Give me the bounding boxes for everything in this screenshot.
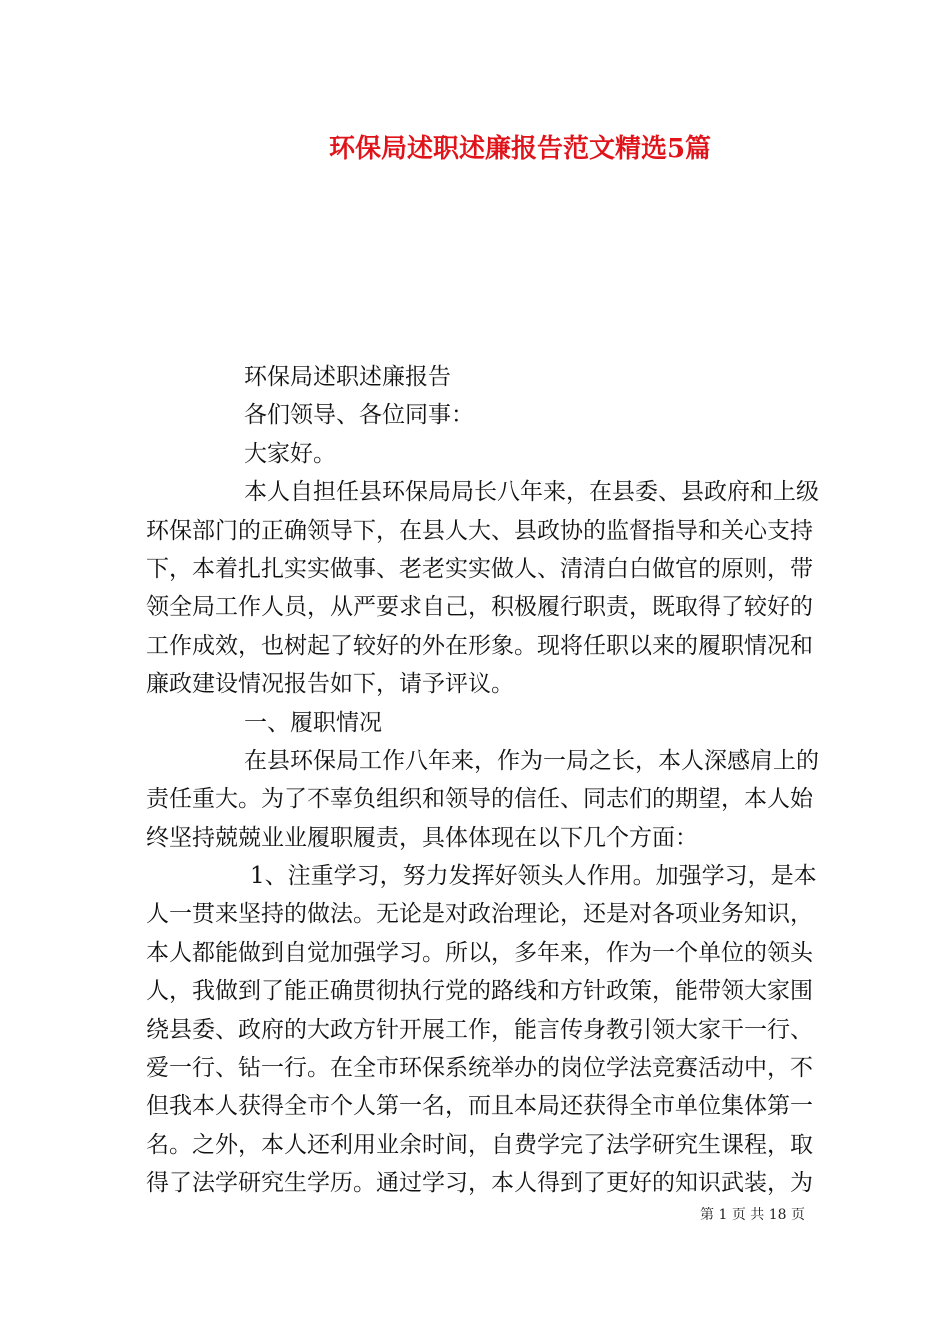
paragraph-line: 环保部门的正确领导下，在县人大、县政协的监督指导和关心支持 xyxy=(146,517,813,544)
paragraph-study xyxy=(146,857,817,1203)
paragraph-line: 1、注重学习，努力发挥好领头人作用。加强学习，是本 xyxy=(250,863,817,890)
paragraph-line: 下，本着扎扎实实做事、老老实实做人、清清白白做官的原则，带 xyxy=(146,555,813,582)
report-heading: 环保局述职述廉报告 xyxy=(244,364,451,390)
paragraph-line: 人，我做到了能正确贯彻执行党的路线和方针政策，能带领大家围 xyxy=(146,978,813,1005)
paragraph-line: 工作成效，也树起了较好的外在形象。现将任职以来的履职情况和 xyxy=(146,632,813,659)
paragraph-line: 爱一行、钻一行。在全市环保系统举办的岗位学法竞赛活动中，不 xyxy=(146,1055,813,1082)
paragraph-line: 绕县委、政府的大政方针开展工作，能言传身教引领大家干一行、 xyxy=(146,1016,813,1043)
greeting: 大家好。 xyxy=(244,440,336,467)
paragraph-line: 责任重大。为了不辜负组织和领导的信任、同志们的期望，本人始 xyxy=(146,786,813,813)
paragraph-line: 本人自担任县环保局局长八年来，在县委、县政府和上级 xyxy=(244,479,819,506)
document-title: 环保局述职述廉报告范文精选5篇 xyxy=(328,134,712,164)
section-heading: 一、履职情况 xyxy=(244,709,382,736)
paragraph-line: 终坚持兢兢业业履职履责，具体体现在以下几个方面： xyxy=(146,824,698,851)
document-body xyxy=(146,358,819,1203)
paragraph-line: 在县环保局工作八年来，作为一局之长，本人深感肩上的 xyxy=(244,747,819,774)
paragraph-line: 领全局工作人员，从严要求自己，积极履行职责，既取得了较好的 xyxy=(146,594,813,621)
paragraph-line: 名。之外，本人还利用业余时间，自费学完了法学研究生课程，取 xyxy=(146,1131,813,1158)
paragraph-intro xyxy=(146,473,819,703)
paragraph-line: 得了法学研究生学历。通过学习，本人得到了更好的知识武装，为 xyxy=(146,1170,813,1197)
salutation: 各们领导、各位同事： xyxy=(244,402,474,429)
paragraph-line: 廉政建设情况报告如下，请予评议。 xyxy=(146,671,514,698)
paragraph-line: 但我本人获得全市个人第一名，而且本局还获得全市单位集体第一 xyxy=(146,1093,813,1120)
page-number-footer: 第 1 页 共 18 页 xyxy=(700,1207,805,1223)
paragraph-line: 人一贯来坚持的做法。无论是对政治理论，还是对各项业务知识， xyxy=(146,901,813,928)
paragraph-duty xyxy=(146,742,819,857)
paragraph-line: 本人都能做到自觉加强学习。所以，多年来，作为一个单位的领头 xyxy=(146,939,813,966)
